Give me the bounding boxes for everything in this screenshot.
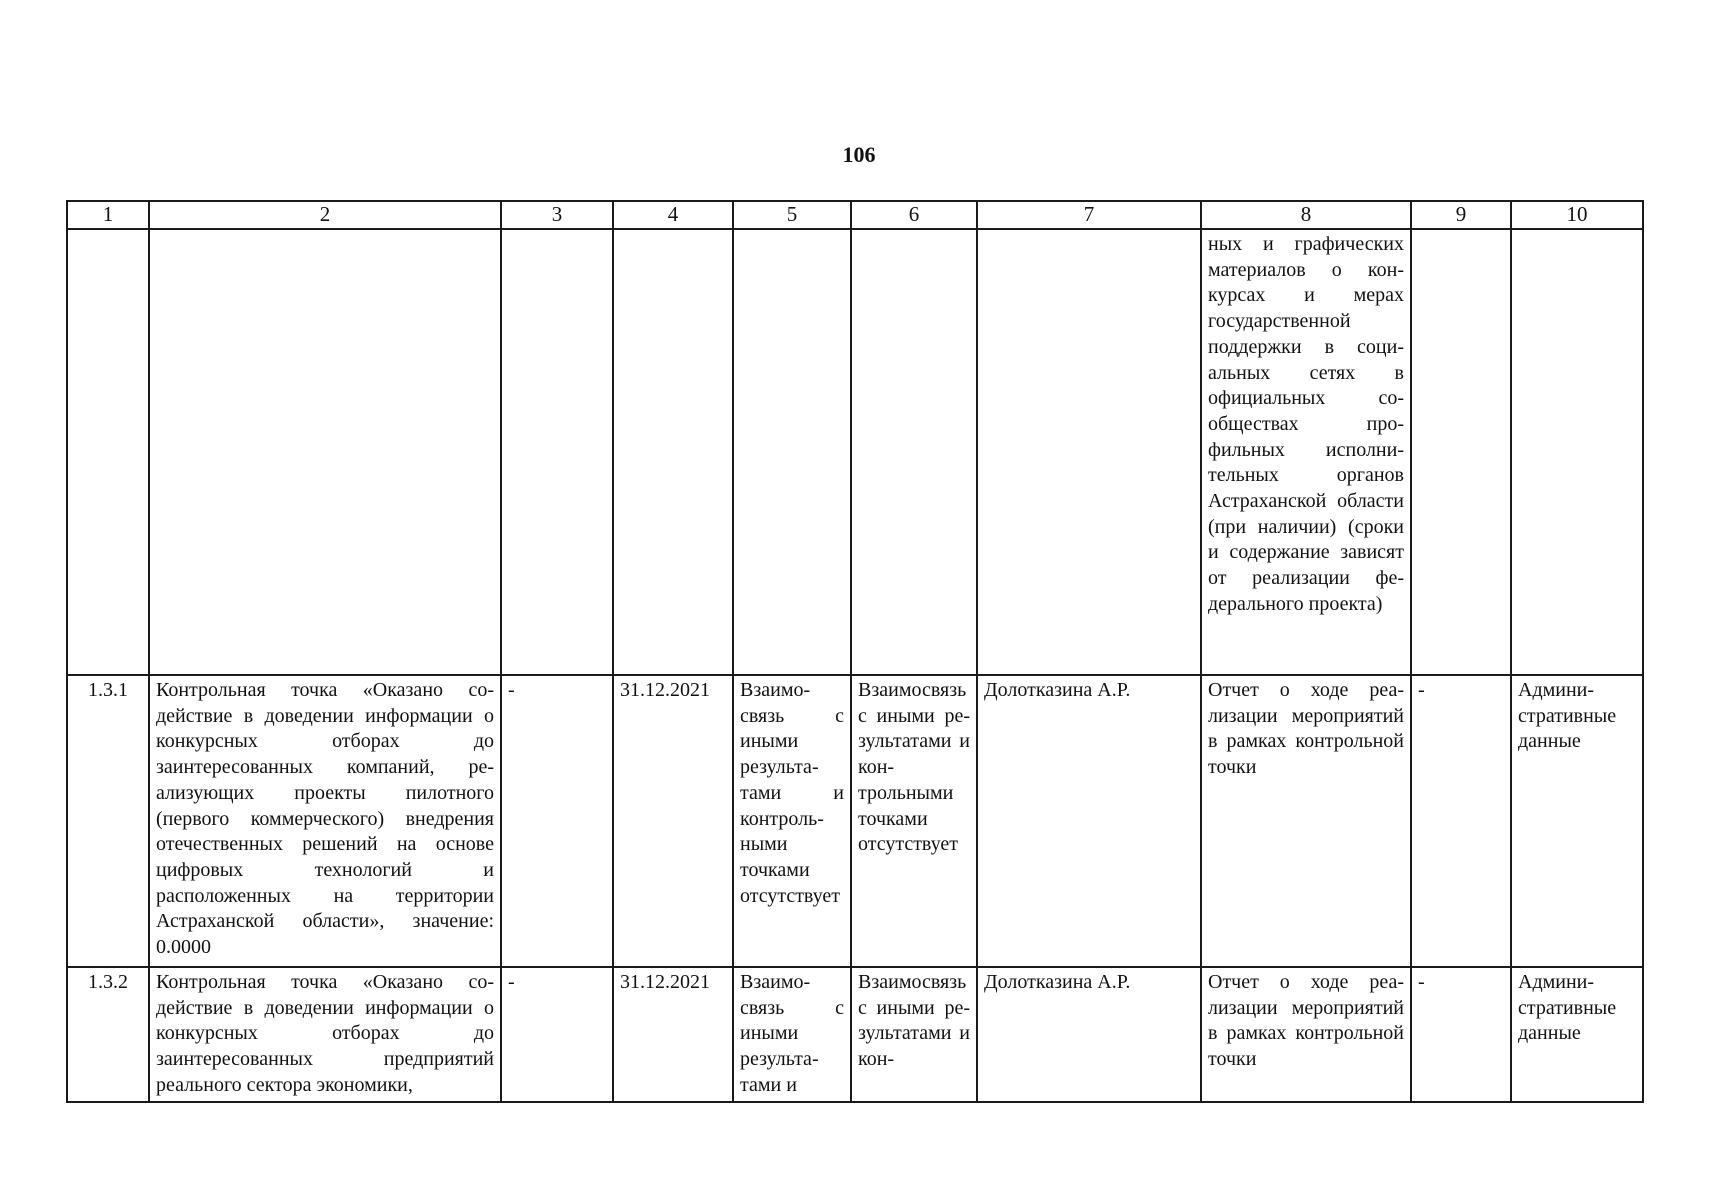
column-header: 1	[67, 201, 149, 229]
cell-col9: -	[1411, 967, 1511, 1102]
table-row	[67, 675, 1643, 967]
cell-number	[67, 229, 149, 675]
cell-number: 1.3.2	[67, 967, 149, 1102]
table-row	[67, 229, 1643, 675]
document-table	[66, 200, 1644, 1103]
cell-col9: -	[1411, 675, 1511, 967]
column-header: 6	[851, 201, 977, 229]
cell-responsible: Долотказина А.Р.	[977, 675, 1201, 967]
cell-col3: -	[501, 675, 613, 967]
cell-col3	[501, 229, 613, 675]
cell-document: Отчет о ходе реализации мероприятий в рамках контрольной точки	[1201, 675, 1411, 967]
cell-col9	[1411, 229, 1511, 675]
column-header: 7	[977, 201, 1201, 229]
cell-document: Отчет о ходе реализации мероприятий в рамках контрольной точки	[1201, 967, 1411, 1102]
cell-source: Административные данные	[1511, 675, 1643, 967]
column-header: 3	[501, 201, 613, 229]
cell-responsible	[977, 229, 1201, 675]
column-header: 4	[613, 201, 733, 229]
column-header: 9	[1411, 201, 1511, 229]
cell-date: 31.12.2021	[613, 675, 733, 967]
column-header: 10	[1511, 201, 1643, 229]
cell-name: Контрольная точка «Оказано содействие в доведении информации о конкурсных отборах до заинтересованных предприятий реального сектора экономики,	[149, 967, 501, 1102]
cell-number: 1.3.1	[67, 675, 149, 967]
cell-date	[613, 229, 733, 675]
column-header: 2	[149, 201, 501, 229]
cell-col5: Взаимосвязь с иными результатами и контрольными точками отсутствует	[733, 675, 851, 967]
cell-name: Контрольная точка «Оказано содействие в доведении информации о конкурсных отборах до заинтересованных компаний, реализующих проекты пилотного (первого коммерческого) внедрения отечественных решений на основе цифровых технологий и расположенных на территории Астраханской области», значение: 0.0000	[149, 675, 501, 967]
cell-col6	[851, 229, 977, 675]
table-header-row	[67, 201, 1643, 229]
cell-document: ных и графических материалов о конкурсах и мерах государственной поддержки в социальных сетях в официальных сообществах профильных исполнительных органов Астраханской области (при наличии) (сроки и содержание зависят от реализации федерального проекта)	[1201, 229, 1411, 675]
cell-col6: Взаимосвязь с иными результатами и кон-	[851, 967, 977, 1102]
column-header: 8	[1201, 201, 1411, 229]
cell-col3: -	[501, 967, 613, 1102]
cell-date: 31.12.2021	[613, 967, 733, 1102]
column-header: 5	[733, 201, 851, 229]
cell-col6: Взаимосвязь с иными результатами и контрольными точками отсутствует	[851, 675, 977, 967]
cell-source: Административные данные	[1511, 967, 1643, 1102]
cell-name	[149, 229, 501, 675]
table-row	[67, 967, 1643, 1102]
cell-source	[1511, 229, 1643, 675]
cell-col5: Взаимосвязь с иными результатами и	[733, 967, 851, 1102]
page-number: 106	[842, 142, 876, 167]
cell-col5	[733, 229, 851, 675]
cell-responsible: Долотказина А.Р.	[977, 967, 1201, 1102]
